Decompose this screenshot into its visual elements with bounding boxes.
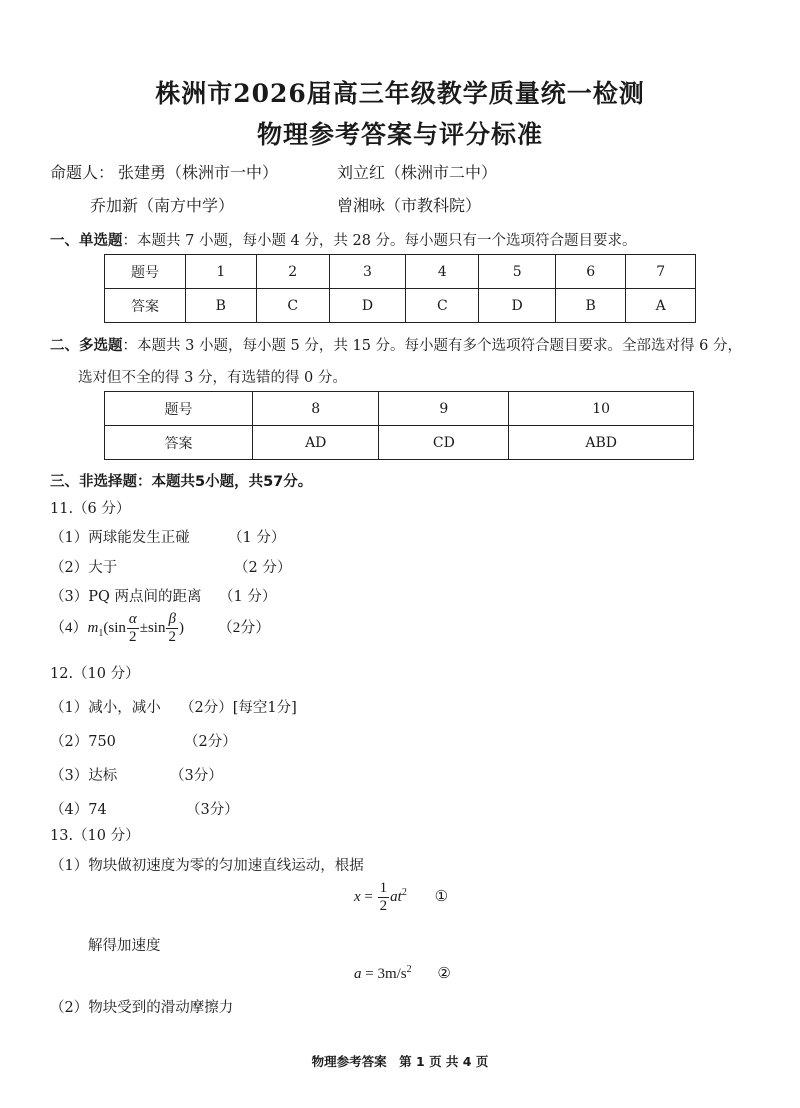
formula-subscript: 1 (98, 627, 104, 639)
question-number: 5 (479, 255, 555, 289)
author-4: 曾湘咏（市教科院） (337, 196, 482, 215)
answer-cell: C (256, 289, 329, 323)
formula-lhs: x (354, 888, 361, 905)
q12-item-3: （3）达标 (50, 768, 118, 784)
question-number: 1 (186, 255, 257, 289)
answer-cell: D (329, 289, 405, 323)
question-number: 4 (406, 255, 479, 289)
section1-line (50, 229, 637, 250)
q11-item-3-score: （1 分） (219, 589, 277, 605)
q11-item-1: （1）两球能发生正碰 (50, 530, 190, 546)
section1-heading: 一、单选题 (50, 233, 123, 249)
section2-line (50, 334, 742, 355)
q12-item-4: （4）74 (50, 802, 107, 818)
q11-item-2-score: （2 分） (234, 560, 292, 576)
single-choice-table (104, 254, 696, 323)
row-label: 答案 (105, 289, 186, 323)
q12-item-1: （1）减小，减小 (50, 700, 161, 716)
q12-item-2: （2）750 (50, 734, 116, 750)
author-2: 刘立红（株洲市二中） (337, 163, 498, 182)
author-3: 乔加新（南方中学） (90, 196, 235, 215)
answer-cell: D (479, 289, 555, 323)
q11-item-1-score: （1 分） (228, 530, 286, 546)
answer-cell: A (626, 289, 696, 323)
table-row (105, 255, 696, 289)
fraction-numerator: α (128, 611, 137, 627)
q12-item-2-score: （2分） (184, 734, 237, 750)
half-fraction (378, 880, 390, 915)
q11-item-4-score: （2分） (217, 619, 271, 636)
row-label: 题号 (105, 392, 253, 426)
section1-desc: ：本题共 7 小题，每小题 4 分，共 28 分。每小题只有一个选项符合题目要求。 (122, 233, 637, 249)
formula-superscript: 2 (406, 964, 412, 975)
answer-cell: CD (379, 426, 509, 460)
q13-part-2: 解得加速度 (88, 938, 161, 954)
authors-label: 命题人： (50, 163, 115, 182)
fraction-numerator: β (166, 611, 178, 629)
q11-item-2: （2）大于 (50, 560, 118, 576)
q11-item-4 (50, 611, 270, 646)
q13-part-3: （2）物块受到的滑动摩擦力 (50, 1000, 234, 1016)
page-subtitle: 物理参考答案与评分标准 (256, 120, 543, 149)
beta-fraction (166, 611, 178, 646)
question-number: 8 (253, 392, 379, 426)
row-label: 答案 (105, 426, 253, 460)
formula-open: (sin (103, 619, 126, 636)
page-footer: 物理参考答案 第 1 页 共 4 页 (311, 1054, 489, 1069)
formula-pm: ±sin (139, 619, 166, 636)
question-number: 9 (379, 392, 509, 426)
formula-mass: m (87, 619, 99, 636)
answer-cell: AD (253, 426, 379, 460)
question-number: 10 (509, 392, 694, 426)
formula-value: = 3m/s (361, 966, 407, 982)
answer-cell: C (406, 289, 479, 323)
table-row (105, 289, 696, 323)
q12-item-3-score: （3分） (170, 768, 223, 784)
formula-rhs: at (390, 888, 402, 905)
q11-item-3: （3）PQ 两点间的距离 (50, 589, 202, 605)
multi-choice-table (104, 391, 694, 460)
fraction-denominator: 2 (129, 629, 137, 645)
fraction-denominator: 2 (168, 629, 176, 645)
q12-item-1-score: （2分）[每空1分] (180, 700, 297, 716)
answer-cell: B (186, 289, 257, 323)
q13-part-1: （1）物块做初速度为零的匀加速直线运动，根据 (50, 858, 364, 874)
section2-heading: 二、多选题 (50, 338, 123, 354)
section2-desc-cont: 选对但不全的得 3 分，有选错的得 0 分。 (78, 370, 347, 386)
formula-acceleration (354, 964, 451, 983)
q11-heading: 11.（6 分） (50, 501, 131, 517)
formula-superscript: 2 (401, 886, 407, 898)
author-1: 张建勇（株洲市一中） (118, 163, 279, 182)
page-title: 株洲市2026届高三年级教学质量统一检测 (155, 79, 645, 108)
formula-lhs: a (354, 966, 362, 982)
alpha-fraction (127, 611, 139, 646)
q12-heading: 12.（10 分） (50, 666, 140, 682)
equation-mark-1: ① (434, 888, 449, 905)
fraction-numerator: 1 (379, 880, 388, 896)
section3-heading: 三、非选择题：本题共5小题，共57分。 (50, 474, 313, 490)
equation-mark-2: ② (437, 966, 451, 982)
table-row (105, 392, 694, 426)
fraction-denominator: 2 (379, 898, 388, 914)
question-number: 3 (329, 255, 405, 289)
item-label: （4） (50, 619, 88, 636)
row-label: 题号 (105, 255, 186, 289)
formula-displacement (354, 880, 448, 915)
formula-equals: = (360, 888, 377, 905)
table-row (105, 426, 694, 460)
q13-heading: 13.（10 分） (50, 828, 140, 844)
answer-cell: B (555, 289, 626, 323)
question-number: 6 (555, 255, 626, 289)
formula-close: ) (178, 619, 184, 636)
section2-desc: ：本题共 3 小题，每小题 5 分，共 15 分。每小题有多个选项符合题目要求。全部选对得 6 分， (122, 338, 742, 354)
q12-item-4-score: （3分） (186, 802, 239, 818)
answer-cell: ABD (509, 426, 694, 460)
question-number: 7 (626, 255, 696, 289)
question-number: 2 (256, 255, 329, 289)
